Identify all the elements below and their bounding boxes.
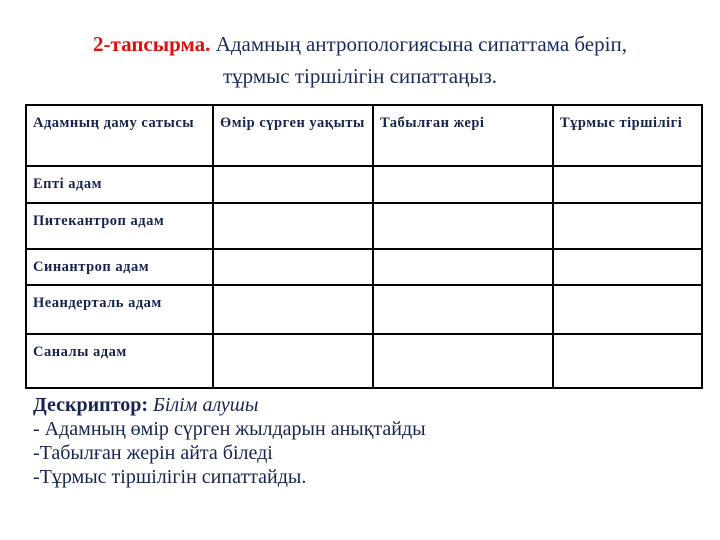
task-number: 2-тапсырма.	[93, 32, 211, 56]
descriptor-item: -Тұрмыс тіршілігін сипаттайды.	[33, 466, 307, 488]
cell-life[interactable]	[553, 166, 702, 203]
task-text-line2: тұрмыс тіршілігін сипаттаңыз.	[223, 64, 497, 88]
table-row	[26, 249, 702, 285]
table-row	[26, 166, 702, 203]
cell-life[interactable]	[553, 203, 702, 249]
cell-time[interactable]	[213, 285, 373, 334]
descriptor-heading: Дескриптор:	[33, 394, 149, 416]
cell-time[interactable]	[213, 166, 373, 203]
header-stage: Адамның даму сатысы	[26, 105, 213, 166]
cell-place[interactable]	[373, 249, 553, 285]
cell-time[interactable]	[213, 203, 373, 249]
cell-stage: Ептi адам	[26, 166, 213, 203]
table-row	[26, 285, 702, 334]
cell-place[interactable]	[373, 334, 553, 388]
table-header-row	[26, 105, 702, 166]
cell-place[interactable]	[373, 166, 553, 203]
table-row	[26, 203, 702, 249]
table-row	[26, 334, 702, 388]
header-time: Өмір сүрген уақыты	[213, 105, 373, 166]
descriptor-subject: Білім алушы	[153, 394, 259, 416]
cell-stage: Саналы адам	[26, 334, 213, 388]
task-title	[0, 28, 720, 92]
header-life: Тұрмыс тіршілігі	[553, 105, 702, 166]
cell-stage: Неандерталь адам	[26, 285, 213, 334]
cell-time[interactable]	[213, 249, 373, 285]
cell-stage: Питекантроп адам	[26, 203, 213, 249]
descriptor-block	[33, 393, 426, 489]
header-place: Табылған жері	[373, 105, 553, 166]
task-text-line1: Адамның антропологиясына сипаттама беріп,	[215, 32, 627, 56]
cell-life[interactable]	[553, 249, 702, 285]
cell-life[interactable]	[553, 285, 702, 334]
cell-stage: Синантроп адам	[26, 249, 213, 285]
cell-life[interactable]	[553, 334, 702, 388]
cell-place[interactable]	[373, 203, 553, 249]
anthropology-table	[25, 104, 703, 389]
cell-place[interactable]	[373, 285, 553, 334]
cell-time[interactable]	[213, 334, 373, 388]
descriptor-item: -Табылған жерін айта біледі	[33, 442, 273, 464]
descriptor-item: - Адамның өмір сүрген жылдарын анықтайды	[33, 418, 426, 440]
descriptor-heading-line	[33, 393, 426, 417]
